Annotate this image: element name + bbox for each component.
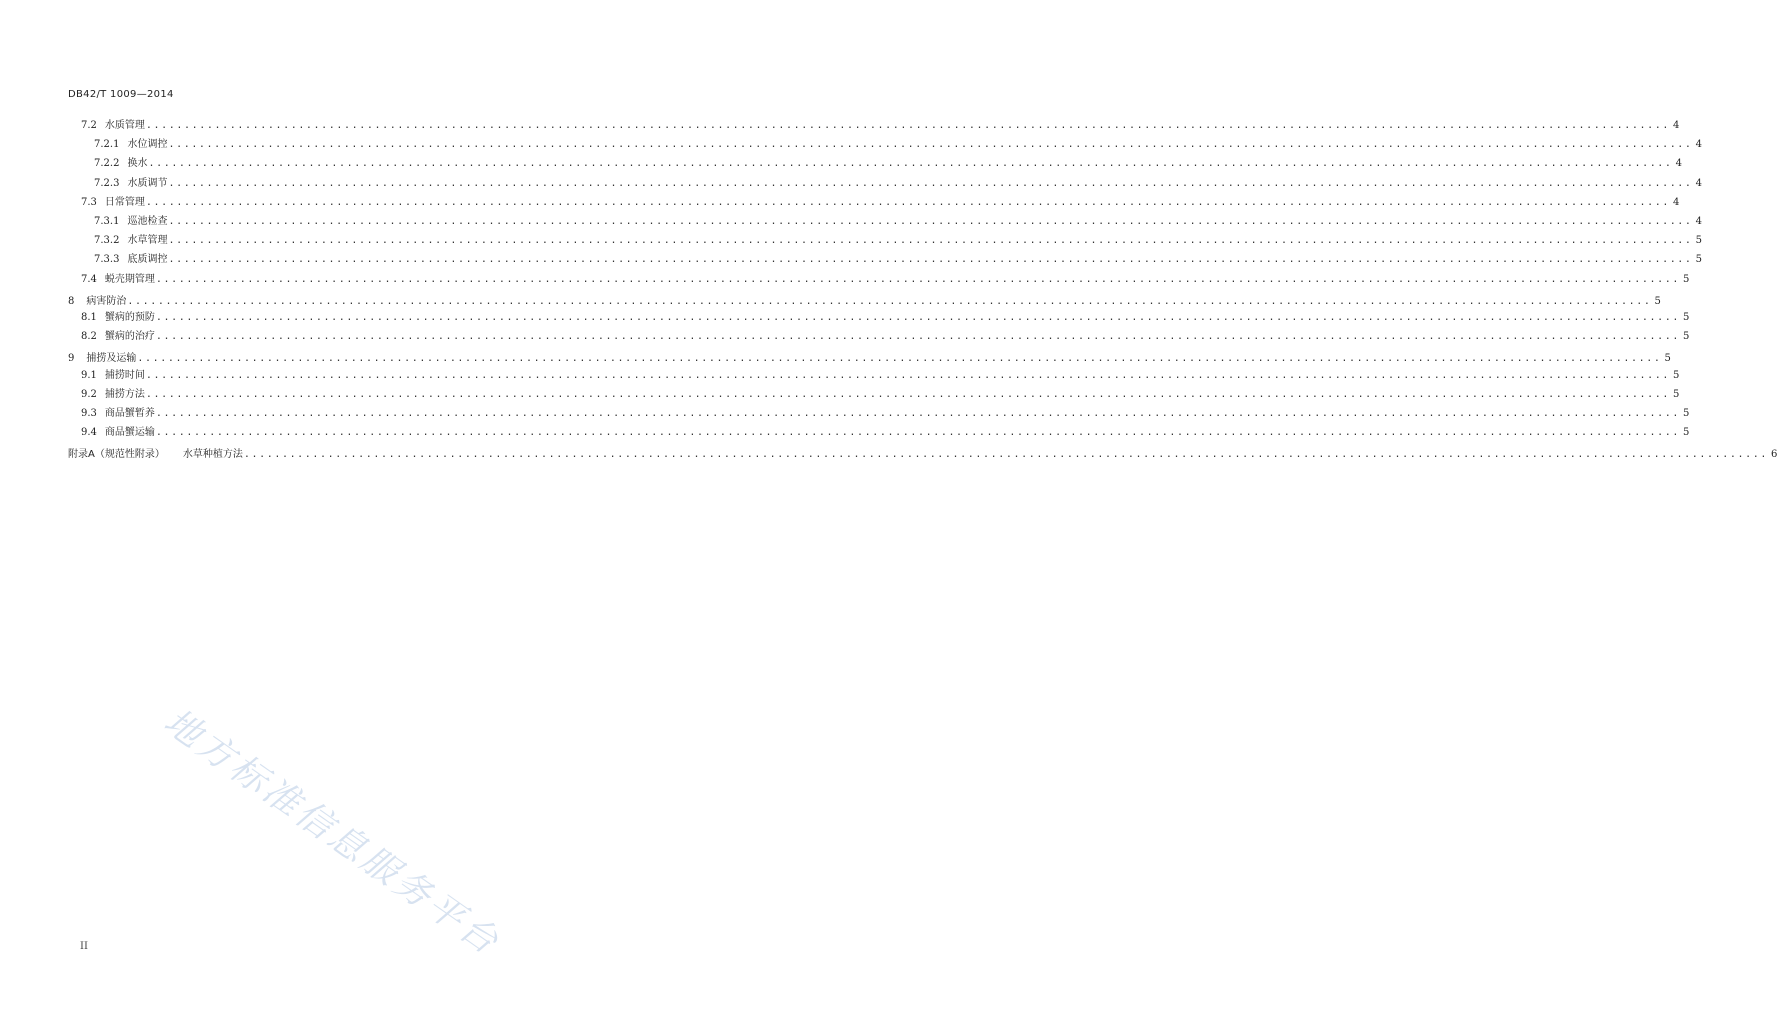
- toc-entry-title: 日常管理: [104, 196, 145, 208]
- toc-entry[interactable]: [94, 175, 1702, 193]
- toc-leader-dots: ........................................................................................................................................................................................................: [168, 177, 1693, 189]
- toc-entry[interactable]: [81, 194, 1680, 212]
- toc-leader-dots: ........................................................................................................................................................................................................: [155, 427, 1681, 439]
- toc-entry-title: 商品蟹暂养: [104, 408, 155, 419]
- page-number: II: [80, 941, 88, 952]
- toc-entry-page: 4: [1695, 139, 1702, 151]
- toc-entry[interactable]: [81, 271, 1690, 289]
- toc-entry-page: 5: [1683, 312, 1690, 323]
- toc-entry-title: 水质管理: [104, 120, 145, 131]
- toc-entry-number: 9.1: [81, 369, 97, 381]
- toc-entry-page: 5: [1654, 295, 1661, 307]
- toc-entry-number: 9.3: [81, 408, 97, 419]
- toc-entry[interactable]: [81, 309, 1690, 327]
- toc-entry-title: 水位调控: [127, 139, 168, 151]
- toc-entry-page: 5: [1683, 427, 1690, 439]
- toc-entry-title: 捕捞时间: [104, 369, 145, 381]
- toc-entry-page: 5: [1683, 273, 1690, 285]
- toc-entry-number: 7.3.3: [94, 254, 120, 266]
- toc-entry[interactable]: [94, 232, 1702, 250]
- toc-entry-title: 蟹病的治疗: [104, 331, 155, 343]
- toc-entry[interactable]: [81, 367, 1680, 385]
- toc-entry-number: 7.2: [81, 120, 97, 131]
- toc-entry-number: 7.2.1: [94, 139, 120, 151]
- toc-leader-dots: ........................................................................................................................................................................................................: [155, 408, 1681, 419]
- toc-entry-page: 4: [1695, 216, 1702, 227]
- toc-leader-dots: ........................................................................................................................................................................................................: [168, 216, 1693, 227]
- toc-entry-title: 蟹病的预防: [104, 312, 155, 323]
- toc-entry-title: 捕捞及运输: [86, 353, 137, 365]
- toc-entry-page: 5: [1683, 331, 1690, 343]
- toc-leader-dots: ........................................................................................................................................................................................................: [243, 449, 1768, 461]
- toc-entry-page: 4: [1673, 120, 1680, 131]
- toc-leader-dots: ........................................................................................................................................................................................................: [168, 235, 1693, 247]
- toc-leader-dots: ........................................................................................................................................................................................................: [145, 120, 1671, 131]
- toc-entry-title: 水草管理: [127, 235, 168, 247]
- toc-entry[interactable]: [81, 424, 1690, 442]
- toc-entry-number: 7.3: [81, 196, 97, 208]
- toc-entry-title: 底质调控: [127, 254, 168, 266]
- toc-entry-title: 巡池检查: [127, 216, 168, 227]
- toc-leader-dots: ........................................................................................................................................................................................................: [127, 295, 1652, 307]
- toc-entry-page: 5: [1673, 369, 1680, 381]
- toc-entry-page: 5: [1673, 388, 1680, 400]
- toc-entry-number: 7.4: [81, 273, 97, 285]
- toc-entry[interactable]: [81, 328, 1690, 346]
- toc-leader-dots: ........................................................................................................................................................................................................: [148, 158, 1673, 170]
- toc-entry-page: 4: [1675, 158, 1682, 170]
- toc-entry-page: 6: [1770, 449, 1777, 461]
- toc-entry-number: 7.2.2: [94, 158, 120, 170]
- toc-entry[interactable]: [94, 155, 1682, 173]
- document-code-header: DB42/T 1009—2014: [68, 89, 174, 100]
- toc-leader-dots: ........................................................................................................................................................................................................: [168, 139, 1693, 151]
- toc-entry[interactable]: [68, 446, 1777, 464]
- toc-entry-title: 水草种植方法: [182, 449, 243, 461]
- toc-entry-title: 蜕壳期管理: [104, 273, 155, 285]
- toc-leader-dots: ........................................................................................................................................................................................................: [145, 196, 1671, 208]
- toc-entry-page: 4: [1695, 177, 1702, 189]
- toc-entry-number: 9: [68, 353, 75, 365]
- toc-entry-page: 5: [1683, 408, 1690, 419]
- toc-entry[interactable]: [81, 117, 1680, 135]
- toc-leader-dots: ........................................................................................................................................................................................................: [155, 273, 1681, 285]
- toc-entry-number: 9.4: [81, 427, 97, 439]
- toc-leader-dots: ........................................................................................................................................................................................................: [145, 388, 1671, 400]
- toc-entry-number: 7.3.2: [94, 235, 120, 247]
- toc-entry-page: 4: [1673, 196, 1680, 208]
- toc-entry-number: 9.2: [81, 388, 97, 400]
- toc-leader-dots: ........................................................................................................................................................................................................: [168, 254, 1693, 266]
- toc-entry-page: 5: [1695, 235, 1702, 247]
- toc-entry-number: 8.1: [81, 312, 97, 323]
- toc-entry[interactable]: [94, 213, 1702, 231]
- toc-leader-dots: ........................................................................................................................................................................................................: [155, 331, 1681, 343]
- toc-entry[interactable]: [94, 251, 1702, 269]
- toc-entry[interactable]: [81, 405, 1690, 423]
- toc-entry-number: 7.2.3: [94, 177, 120, 189]
- toc-entry-page: 5: [1695, 254, 1702, 266]
- toc-entry-number: 8.2: [81, 331, 97, 343]
- toc-leader-dots: ........................................................................................................................................................................................................: [137, 353, 1662, 365]
- toc-entry-title: 商品蟹运输: [104, 427, 155, 439]
- toc-entry-page: 5: [1664, 353, 1671, 365]
- toc-entry-number: 7.3.1: [94, 216, 120, 227]
- toc-entry-title: 捕捞方法: [104, 388, 145, 400]
- toc-leader-dots: ........................................................................................................................................................................................................: [145, 369, 1671, 381]
- toc-entry-number: 附录A（规范性附录）: [68, 449, 165, 461]
- toc-entry-number: 8: [68, 295, 75, 307]
- toc-entry-title: 病害防治: [86, 295, 127, 307]
- watermark-text: 地方标准信息服务平台: [156, 701, 508, 965]
- toc-entry-title: 换水: [127, 158, 148, 170]
- toc-entry[interactable]: [94, 136, 1702, 154]
- toc-entry-title: 水质调节: [127, 177, 168, 189]
- toc-leader-dots: ........................................................................................................................................................................................................: [155, 312, 1681, 323]
- toc-entry[interactable]: [81, 386, 1680, 404]
